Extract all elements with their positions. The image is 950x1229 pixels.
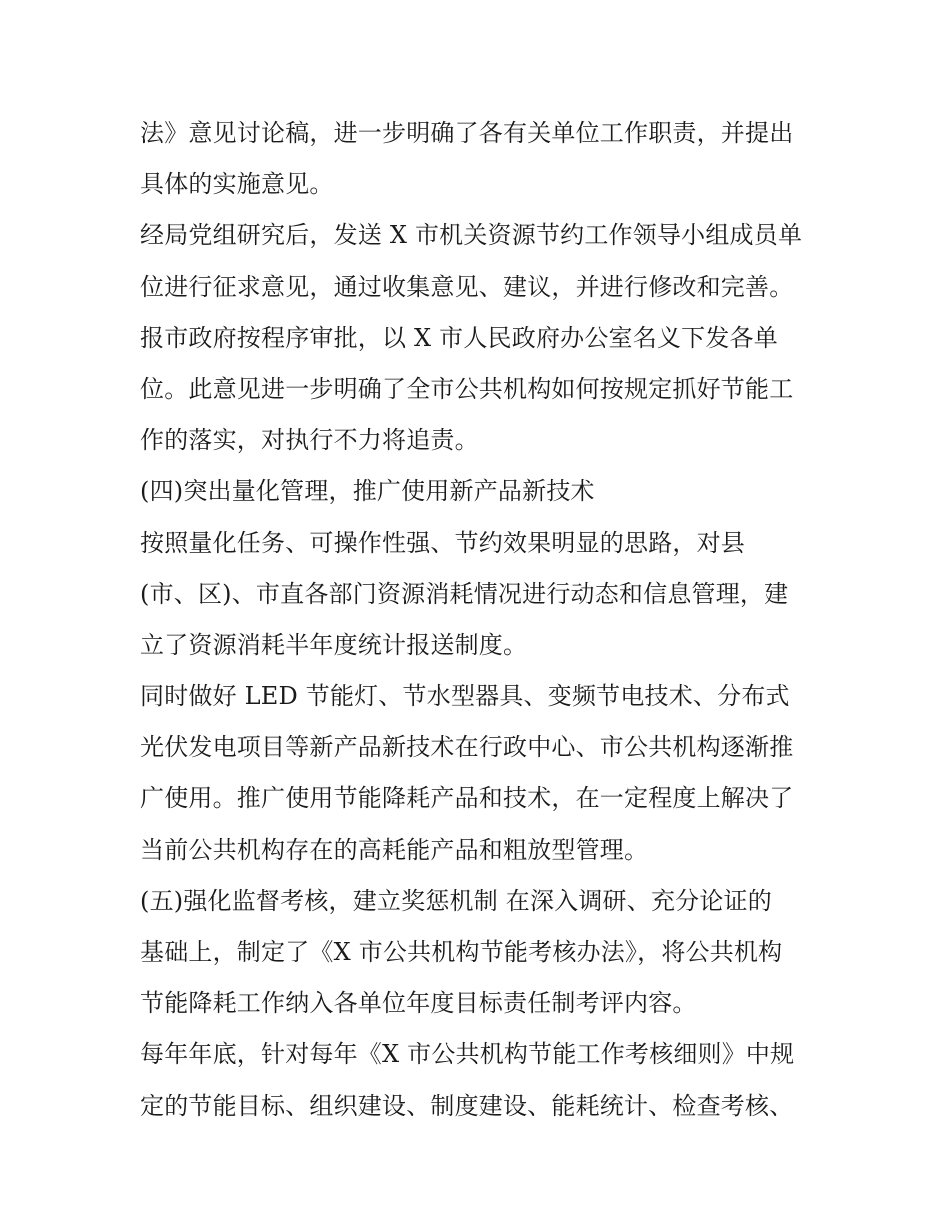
text-line: 定的节能目标、组织建设、制度建设、能耗统计、检查考核、 [140,1091,794,1120]
text-line: 报市政府按程序审批，以 X 市人民政府办公室名义下发各单 [140,323,778,352]
section-heading: (四)突出量化管理，推广使用新产品新技术 [140,477,595,506]
text-line: 基础上，制定了《X 市公共机构节能考核办法》，将公共机构 [140,938,783,966]
text-line: 节能降耗工作纳入各单位年度目标责任制考评内容。 [140,989,697,1018]
text-line: 位。此意见进一步明确了全市公共机构如何按规定抓好节能工 [140,374,794,403]
text-line: 按照量化任务、可操作性强、节约效果明显的思路，对县 [140,528,745,557]
text-line: 经局党组研究后，发送 X 市机关资源节约工作领导小组成员单 [140,221,803,250]
text-line: 法》意见讨论稿，进一步明确了各有关单位工作职责，并提出 [140,119,794,147]
text-line: 光伏发电项目等新产品新技术在行政中心、市公共机构逐渐推 [140,733,794,762]
text-line: 作的落实，对执行不力将追责。 [140,426,479,455]
text-line: 立了资源消耗半年度统计报送制度。 [140,630,528,659]
section-heading: (五)强化监督考核，建立奖惩机制 在深入调研、充分论证的 [140,886,772,915]
text-line: 当前公共机构存在的高耗能产品和粗放型管理。 [140,835,649,864]
text-line: 每年年底，针对每年《X 市公共机构节能工作考核细则》中规 [140,1040,795,1069]
text-line: 位进行征求意见，通过收集意见、建议，并进行修改和完善。 [140,272,794,301]
text-line: 具体的实施意见。 [140,170,334,199]
document-body [140,108,820,1132]
text-line: 广使用。推广使用节能降耗产品和技术，在一定程度上解决了 [140,784,794,813]
text-line: 同时做好 LED 节能灯、节水型器具、变频节电技术、分布式 [140,682,790,711]
text-line: (市、区)、市直各部门资源消耗情况进行动态和信息管理，建 [140,579,789,608]
